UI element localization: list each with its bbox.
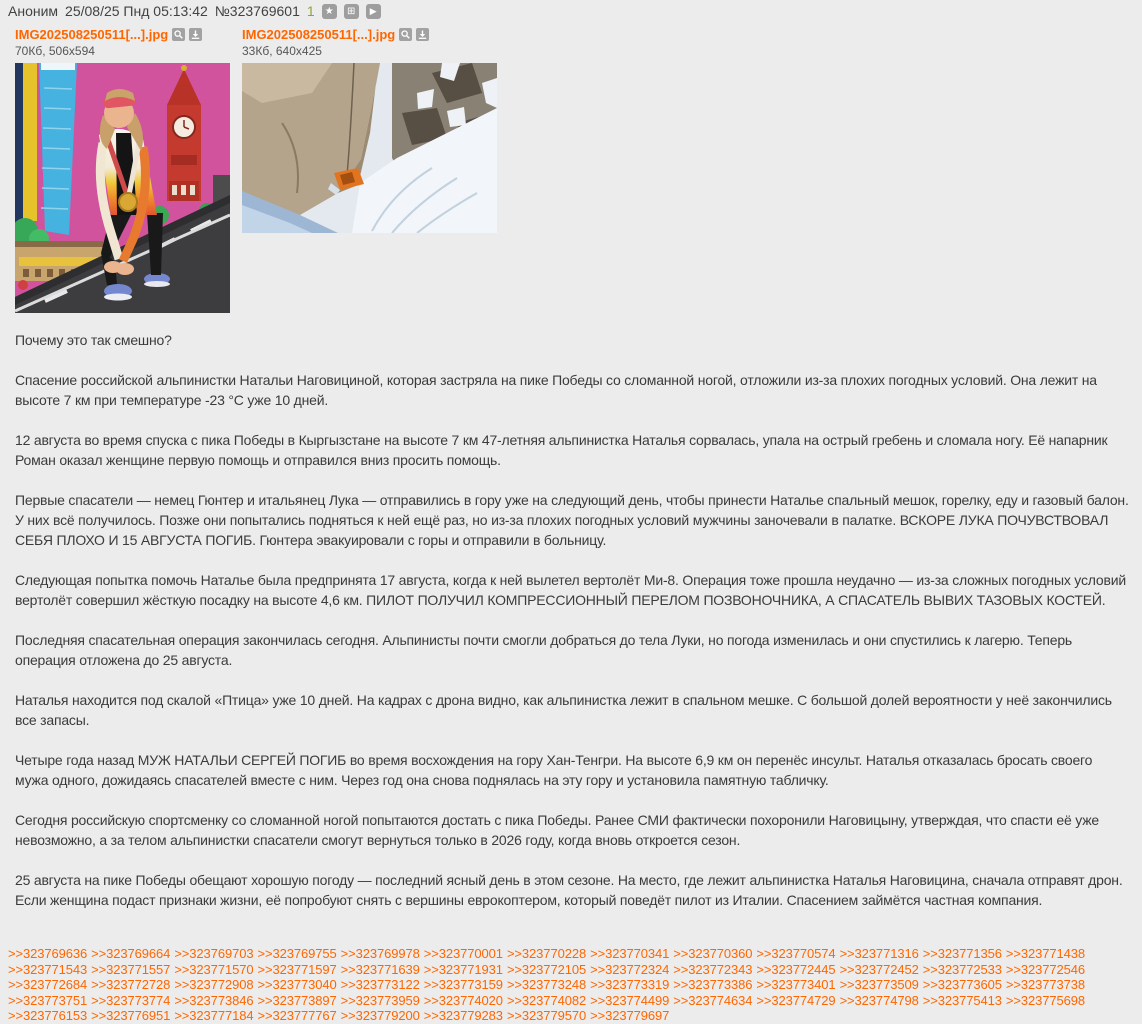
reply-link[interactable]: >>323771597 [257, 961, 337, 977]
reply-link[interactable]: >>323770360 [673, 946, 753, 961]
reply-link[interactable]: >>323774082 [506, 992, 587, 1008]
reply-link[interactable]: >>323774798 [839, 992, 919, 1008]
search-icon[interactable] [172, 28, 185, 41]
file-info: 70Кб, 506x594 [15, 44, 95, 58]
post-date: 25/08/25 Пнд 05:13:42 [65, 3, 208, 19]
reply-link[interactable]: >>323771543 [8, 961, 88, 977]
reply-link[interactable]: >>323769664 [91, 946, 171, 961]
thumbnail-runner-photo[interactable] [15, 63, 230, 313]
post-header [8, 3, 381, 19]
reply-link[interactable]: >>323772452 [839, 961, 919, 977]
reply-link[interactable]: >>323773122 [340, 977, 420, 992]
reply-link[interactable]: >>323771931 [423, 961, 503, 977]
reply-link[interactable]: >>323779283 [423, 1008, 503, 1023]
reply-link[interactable]: >>323770001 [423, 946, 503, 961]
reply-link[interactable]: >>323776153 [8, 1008, 88, 1023]
reply-link[interactable]: >>323776951 [91, 1008, 171, 1023]
reply-link[interactable]: >>323773605 [922, 977, 1002, 992]
message-paragraph: 12 августа во время спуска с пика Победы в Кыргызстане на высоте 7 км 47-летняя альпинистка Наталья сорвалась, упала на острый гребень и сломала ногу. Её напарник Роман оказал женщине первую помощь и отправился вниз просить помощь. [15, 432, 1108, 468]
reply-link[interactable]: >>323779697 [590, 1008, 670, 1023]
reply-link[interactable]: >>323774729 [756, 992, 836, 1008]
reply-link[interactable]: >>323772533 [922, 961, 1002, 977]
reply-link[interactable]: >>323775413 [922, 992, 1002, 1008]
reply-link[interactable]: >>323771356 [922, 946, 1002, 961]
reply-link[interactable]: >>323771570 [174, 961, 254, 977]
reply-link[interactable]: >>323769978 [340, 946, 420, 961]
file-attachment-1 [15, 27, 230, 313]
message-paragraph: 25 августа на пике Победы обещают хорошую погоду — последний ясный день в этом сезоне. На место, где лежит альпинистка Наталья Наговицина, сначала отправят дрон. Если женщина подаст признаки жизни, её попробуют снять с вершины еврокоптером, который поведёт пилот из Италии. Спасением займётся частная компания. [15, 872, 1123, 908]
message-paragraph: Первые спасатели — немец Гюнтер и итальянец Лука — отправились в гору уже на следующий день, чтобы принести Наталье спальный мешок, горелку, еду и газовый балон. У них всё получилось. Позже они попытались подняться к ней ещё раз, но из-за плохих погодных условий мужчины заночевали в палатке. ВСКОРЕ ЛУКА ПОЧУВСТВОВАЛ СЕБЯ ПЛОХО И 15 АВГУСТА ПОГИБ. Гюнтера эвакуировали с горы и отправили в больницу. [15, 492, 1129, 548]
reply-link[interactable]: >>323772324 [590, 961, 670, 977]
message-paragraph: Следующая попытка помочь Наталье была предпринята 17 августа, когда к ней вылетел вертолёт Ми-8. Операция тоже прошла неудачно — из-за сложных погодных условий вертолёт совершил жёсткую посадку на высоте 4,6 км. ПИЛОТ ПОЛУЧИЛ КОМПРЕССИОННЫЙ ПЕРЕЛОМ ПОЗВОНОЧНИКА, А СПАСАТЕЛЬ ВЫВИХ ТАЗОВЫХ КОСТЕЙ. [15, 572, 1126, 608]
reply-link[interactable]: >>323769636 [8, 946, 88, 961]
reply-link[interactable]: >>323769703 [174, 946, 254, 961]
reply-link[interactable]: >>323772343 [673, 961, 753, 977]
message-paragraph: Наталья находится под скалой «Птица» уже 10 дней. На кадрах с дрона видно, как альпинистка лежит в спальном мешке. С большой долей вероятности у неё закончились все запасы. [15, 692, 1112, 728]
reply-link[interactable]: >>323773319 [590, 977, 670, 992]
message-paragraph: Спасение российской альпинистки Натальи Наговициной, которая застряла на пике Победы со сломанной ногой, отложили из-за плохих погодных условий. Она лежит на высоте 7 км при температуре -23 °C уже 10 дней. [15, 372, 1097, 408]
file-name-link[interactable]: IMG202508250511[...].jpg [242, 27, 396, 42]
reply-link[interactable]: >>323769755 [257, 946, 337, 961]
reply-link[interactable]: >>323773040 [257, 977, 337, 992]
reply-link[interactable]: >>323773509 [839, 977, 919, 992]
message-paragraph: Последняя спасательная операция закончилась сегодня. Альпинисты почти смогли добраться до тела Луки, но погода изменилась и они спустились к лагерю. Теперь операция отложена до 25 августа. [15, 632, 1072, 668]
reply-link[interactable]: >>323779200 [340, 1008, 420, 1023]
file-name-link[interactable]: IMG202508250511[...].jpg [15, 27, 169, 42]
reply-link[interactable]: >>323774499 [590, 992, 670, 1008]
reply-links [8, 946, 1138, 1024]
reply-link[interactable]: >>323774634 [673, 992, 753, 1008]
reply-link[interactable]: >>323772105 [506, 961, 587, 977]
file-caption [15, 27, 230, 42]
file-attachment-2 [242, 27, 497, 233]
reply-link[interactable]: >>323770574 [756, 946, 836, 961]
reply-link[interactable]: >>323773846 [174, 992, 254, 1008]
reply-link[interactable]: >>323771557 [91, 961, 171, 977]
reply-link[interactable]: >>323773897 [257, 992, 337, 1008]
reply-link[interactable]: >>323774020 [423, 992, 503, 1008]
reply-link[interactable]: >>323772908 [174, 977, 254, 992]
reply-link[interactable]: >>323773751 [8, 992, 88, 1008]
message-paragraph: Четыре года назад МУЖ НАТАЛЬИ СЕРГЕЙ ПОГИБ во время восхождения на гору Хан-Тенгри. На высоте 6,9 км он перенёс инсульт. Наталья отказалась бросать своего мужа одного, дожидаясь спасателей вместе с ним. Через год она снова поднялась на эту гору и установила памятную табличку. [15, 752, 1093, 788]
reply-link[interactable]: >>323773774 [91, 992, 171, 1008]
post-message [15, 330, 1129, 930]
reply-link[interactable]: >>323772445 [756, 961, 836, 977]
thumbnail-mountain-photo[interactable] [242, 63, 497, 233]
reply-link[interactable]: >>323770341 [590, 946, 670, 961]
reply-link[interactable]: >>323771639 [340, 961, 420, 977]
favorite-star-icon[interactable]: ★ [322, 4, 337, 19]
file-info: 33Кб, 640x425 [242, 44, 322, 58]
download-icon[interactable] [189, 28, 202, 41]
reply-link[interactable]: >>323773248 [506, 977, 587, 992]
reply-link[interactable]: >>323771438 [1005, 946, 1086, 961]
reply-link[interactable]: >>323777767 [257, 1008, 337, 1023]
reply-link[interactable]: >>323773959 [340, 992, 420, 1008]
message-paragraph: Сегодня российскую спортсменку со сломанной ногой попытаются достать с пика Победы. Ранее СМИ фактически похоронили Наговицыну, утверждая, что спасти её уже невозможно, а за телом альпинистки спасатели смогут вернуться только в 2026 году, когда вновь откроется сезон. [15, 812, 1099, 848]
add-post-icon[interactable]: ⊞ [344, 4, 359, 19]
post-number-link[interactable]: №323769601 [214, 3, 300, 19]
message-paragraph: Почему это так смешно? [15, 332, 172, 348]
post-count-link[interactable]: 1 [306, 3, 315, 19]
reply-link[interactable]: >>323773738 [1005, 977, 1086, 992]
reply-link[interactable]: >>323773401 [756, 977, 836, 992]
reply-link[interactable]: >>323770228 [506, 946, 587, 961]
play-icon[interactable]: ▶ [366, 4, 381, 19]
reply-link[interactable]: >>323771316 [839, 946, 919, 961]
reply-link[interactable]: >>323773386 [673, 977, 753, 992]
file-caption [242, 27, 497, 42]
reply-link[interactable]: >>323777184 [174, 1008, 254, 1023]
reply-link[interactable]: >>323775698 [1005, 992, 1086, 1008]
post-author: Аноним [8, 3, 59, 19]
reply-link[interactable]: >>323772728 [91, 977, 171, 992]
reply-link[interactable]: >>323773159 [423, 977, 503, 992]
search-icon[interactable] [399, 28, 412, 41]
reply-link[interactable]: >>323779570 [506, 1008, 587, 1023]
reply-link[interactable]: >>323772546 [1005, 961, 1086, 977]
download-icon[interactable] [416, 28, 429, 41]
reply-link[interactable]: >>323772684 [8, 977, 88, 992]
